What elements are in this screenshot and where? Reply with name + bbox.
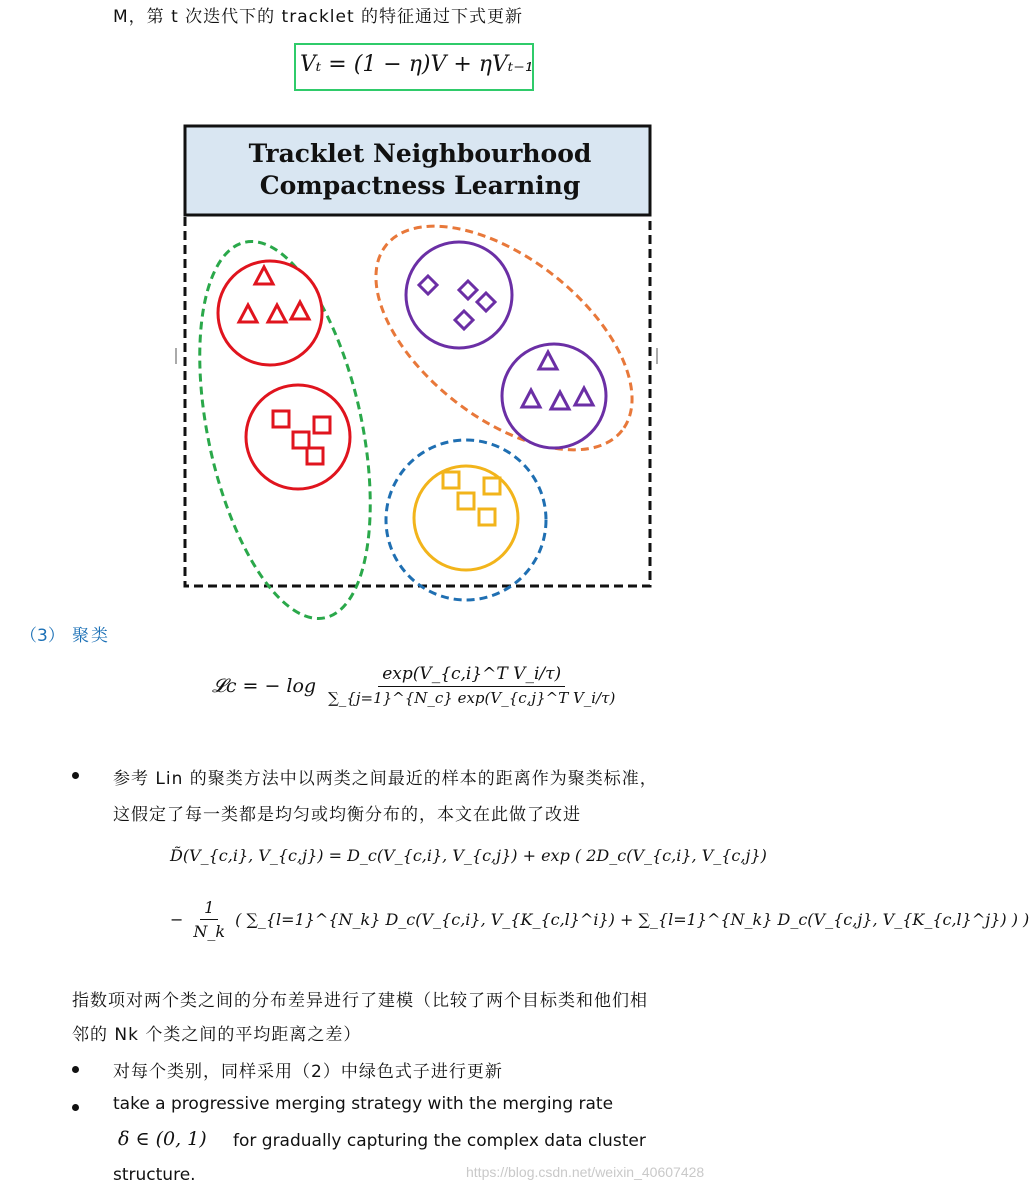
section-title: 聚类 [72,626,110,646]
loss-denominator: ∑_{j=1}^{N_c} exp(V_{c,j}^T V_i/τ) [328,689,616,707]
paragraph-line1: 指数项对两个类之间的分布差异进行了建模（比较了两个目标类和他们相 [72,991,648,1011]
loss-equation [212,664,619,707]
compactness-figure [174,120,660,592]
red-square-circle [246,385,350,489]
bullet-dot [72,772,79,779]
purple-diamond-circle [406,242,512,348]
loss-lhs: 𝓛c = − log [212,674,317,697]
watermark: https://blog.csdn.net/weixin_40607428 [466,1164,705,1180]
bullet-dot [72,1104,79,1111]
paragraph-line2: 邻的 Nk 个类之间的平均距离之差） [72,1025,362,1045]
orange-cluster-ellipse [337,183,672,494]
inverse-nk-fraction [189,898,229,941]
figure-title-line1: Tracklet Neighbourhood [248,139,592,168]
bullet-dot [72,1066,79,1073]
figure-title-line2: Compactness Learning [259,171,581,200]
update-equation: Vₜ = (1 − η)V + ηVₜ₋₁ [300,52,534,77]
bullet3-line2: for gradually capturing the complex data cluster [233,1131,646,1151]
distance-sums: ( ∑_{l=1}^{N_k} D_c(V_{c,i}, V_{K_{c,l}^i}) + ∑_{l=1}^{N_k} D_c(V_{c,j}, V_{K_{c,l}^j}) ) ) [235,910,1029,929]
bullet1-line1: 参考 Lin 的聚类方法中以两类之间最近的样本的距离作为聚类标准， [113,769,658,789]
section-number: （3） [20,626,65,646]
intro-text: M，第 t 次迭代下的 tracklet 的特征通过下式更新 [113,7,524,27]
bullet3-line1: take a progressive merging strategy with the merging rate [113,1094,614,1114]
yellow-square-circle [414,466,518,570]
bullet3-line3: structure. [113,1165,196,1185]
distance-equation-line1: D̃(V_{c,i}, V_{c,j}) = D_c(V_{c,i}, V_{c,j}) + exp ( 2D_c(V_{c,i}, V_{c,j}) [170,846,767,865]
frac-denominator: N_k [193,922,226,941]
loss-numerator: exp(V_{c,i}^T V_i/τ) [378,664,565,687]
frac-numerator: 1 [200,898,218,920]
loss-fraction [324,664,619,707]
purple-triangle-circle [502,344,606,448]
bullet1-line2: 这假定了每一类都是均匀或均衡分布的，本文在此做了改进 [113,805,581,825]
distance-equation-line2 [170,898,1029,941]
merging-rate-math: δ ∈ (0, 1) [118,1128,207,1150]
minus-sign: − [170,910,184,929]
bullet2-text: 对每个类别，同样采用（2）中绿色式子进行更新 [113,1062,503,1082]
